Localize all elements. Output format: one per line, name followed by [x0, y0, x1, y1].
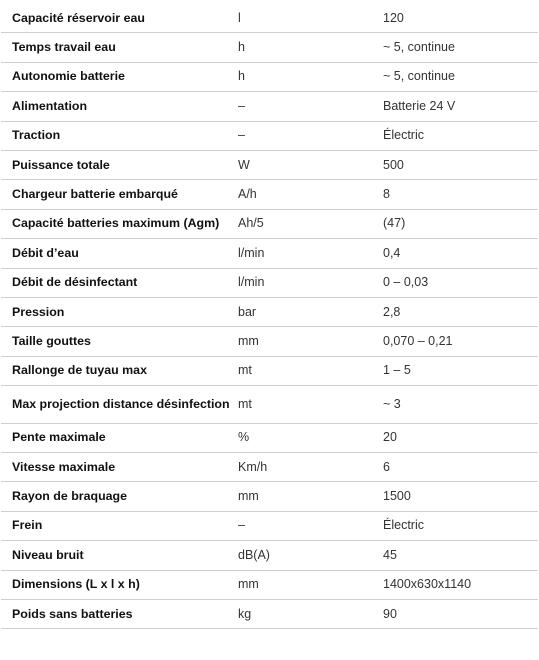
spec-label: Dimensions (L x l x h)	[12, 577, 140, 592]
table-row	[1, 63, 538, 92]
spec-label: Autonomie batterie	[12, 69, 125, 84]
spec-label: Frein	[12, 518, 43, 533]
spec-value: 0,070 – 0,21	[383, 333, 453, 348]
spec-value: 2,8	[383, 304, 401, 319]
spec-unit: W	[238, 157, 250, 172]
table-row	[1, 482, 538, 511]
spec-value: 6	[383, 459, 390, 474]
spec-unit: mt	[238, 396, 252, 411]
spec-value: 45	[383, 547, 397, 562]
spec-table	[1, 4, 538, 629]
spec-unit: l/min	[238, 275, 265, 290]
spec-unit: l/min	[238, 245, 265, 260]
spec-unit: Ah/5	[238, 216, 264, 231]
spec-value: (47)	[383, 216, 406, 231]
spec-value: ~ 5, continue	[383, 40, 455, 55]
spec-value: 0 – 0,03	[383, 275, 429, 290]
spec-label: Rayon de braquage	[12, 489, 127, 504]
spec-label: Débit d’eau	[12, 245, 79, 260]
table-row	[1, 357, 538, 386]
spec-unit: –	[238, 518, 245, 533]
spec-unit: mm	[238, 577, 259, 592]
spec-unit: mm	[238, 489, 259, 504]
spec-value: Batterie 24 V	[383, 98, 456, 113]
spec-value: 120	[383, 10, 404, 25]
table-row	[1, 180, 538, 209]
spec-value: ~ 5, continue	[383, 69, 455, 84]
spec-value: 0,4	[383, 245, 401, 260]
table-row	[1, 600, 538, 629]
spec-value: 1400x630x1140	[383, 577, 472, 592]
spec-label: Pente maximale	[12, 430, 106, 445]
table-row	[1, 541, 538, 570]
table-row	[1, 424, 538, 453]
spec-value: ~ 3	[383, 396, 401, 411]
table-row	[1, 298, 538, 327]
table-row	[1, 327, 538, 356]
spec-value: 1500	[383, 489, 411, 504]
spec-value: 500	[383, 157, 404, 172]
spec-unit: –	[238, 128, 245, 143]
spec-unit: mt	[238, 363, 252, 378]
table-row	[1, 4, 538, 33]
spec-label: Traction	[12, 128, 61, 143]
spec-value: 20	[383, 430, 397, 445]
spec-label: Taille gouttes	[12, 333, 91, 348]
spec-label: Puissance totale	[12, 157, 110, 172]
spec-unit: mm	[238, 333, 259, 348]
spec-unit: A/h	[238, 187, 257, 202]
spec-label: Pression	[12, 304, 65, 319]
spec-label: Capacité réservoir eau	[12, 10, 145, 25]
table-row	[1, 239, 538, 268]
spec-label: Capacité batteries maximum (Agm)	[12, 216, 220, 231]
spec-label: Chargeur batterie embarqué	[12, 187, 178, 202]
spec-label: Max projection distance désinfection	[12, 396, 230, 411]
table-row	[1, 33, 538, 62]
table-row	[1, 269, 538, 298]
spec-unit: dB(A)	[238, 547, 270, 562]
spec-unit: h	[238, 40, 245, 55]
table-row	[1, 386, 538, 424]
spec-value: 90	[383, 606, 397, 621]
table-row	[1, 571, 538, 600]
spec-value: 8	[383, 187, 390, 202]
spec-value: 1 – 5	[383, 363, 411, 378]
spec-label: Poids sans batteries	[12, 606, 133, 621]
spec-unit: %	[238, 430, 250, 445]
spec-label: Alimentation	[12, 98, 88, 113]
spec-value: Électric	[383, 128, 424, 143]
spec-unit: –	[238, 98, 245, 113]
table-row	[1, 453, 538, 482]
spec-label: Vitesse maximale	[12, 459, 116, 474]
table-row	[1, 512, 538, 541]
table-row	[1, 122, 538, 151]
spec-label: Débit de désinfectant	[12, 275, 138, 290]
spec-label: Temps travail eau	[12, 40, 116, 55]
spec-unit: Km/h	[238, 459, 268, 474]
spec-unit: h	[238, 69, 245, 84]
table-row	[1, 210, 538, 239]
spec-unit: kg	[238, 606, 252, 621]
table-row	[1, 92, 538, 121]
spec-label: Niveau bruit	[12, 547, 84, 562]
spec-unit: l	[238, 10, 241, 25]
spec-value: Électric	[383, 518, 424, 533]
spec-label: Rallonge de tuyau max	[12, 363, 147, 378]
spec-unit: bar	[238, 304, 257, 319]
table-row	[1, 151, 538, 180]
